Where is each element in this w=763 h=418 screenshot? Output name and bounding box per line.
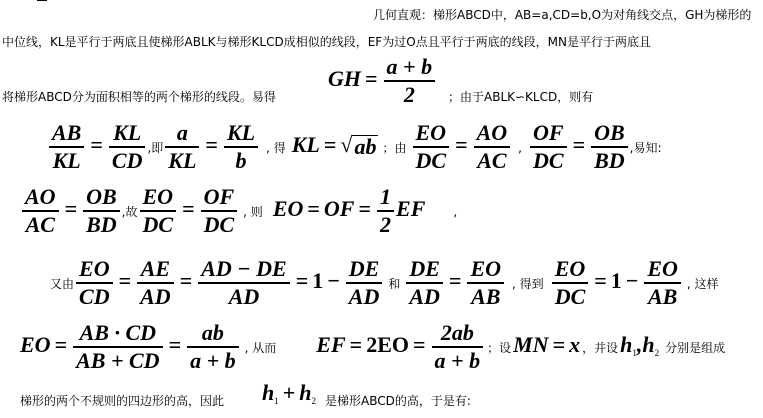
text-line-1: 几何直观：梯形ABCD中，AB=a,CD=b,O为对角线交点，GH为梯形的 [373,8,752,22]
text-line-3a: 将梯形ABCD分为面积相等的两个梯形的线段。易得 [2,90,276,104]
formula-gh: GH = $\frac{a + b}{2}$ [328,54,437,108]
text-line-8b: 是梯形ABCD的高，于是有: [325,394,471,408]
formula-row-6: 又由 $\frac{EO}{CD}$ = $\frac{AE}{AD}$ = $\frac{AD - DE}{AD}$ = 1 − $\frac{DE}{AD}$ 和 $\frac{DE}{AD}$ = $\frac{EO}{AB}$ , 得到 $\frac{EO}{DC}$ = 1 − $\frac{EO}{AB}$ , 这样 [50,256,719,309]
formula-row-7: EO = $\frac{AB \cdot CD}{AB + CD}$ = $\frac{ab}{a + b}$ , 从而 EF = 2EO = $\frac{2ab}{a + b}$ ；设MN = x ，并设$h_1,h_2$ 分别是组成 [20,320,726,373]
text-line-2: 中位线，KL是平行于两底且使梯形ABLK与梯形KLCD成相似的线段，EF为过O点且平行于两底的线段，MN是平行于两底且 [2,35,651,49]
formula-h1-plus-h2: $h_1 + h_2$ [262,380,317,406]
formula-row-4: $\frac{AB}{KL}$ = $\frac{KL}{CD}$ ,即 $\frac{a}{KL}$ = $\frac{KL}{b}$ , 得 KL = √ ab ；由 $\frac{EO}{DC}$ = $\frac{AO}{AC}$ , $\frac{OF}{DC}$ = $\frac{OB}{BD}$ ,易知: [47,120,662,174]
formula-row-5: $\frac{AO}{AC}$ = $\frac{OB}{BD}$ ,故 $\frac{EO}{DC}$ = $\frac{OF}{DC}$ , 则 EO = OF = $\frac{1}{2}$ EF , [20,184,457,238]
top-left-mark [37,0,47,1]
text-line-8a: 梯形的两个不规则的四边形的高，因此 [20,394,225,408]
text-line-3b: ；由于ABLK∽KLCD，则有 [448,90,594,104]
